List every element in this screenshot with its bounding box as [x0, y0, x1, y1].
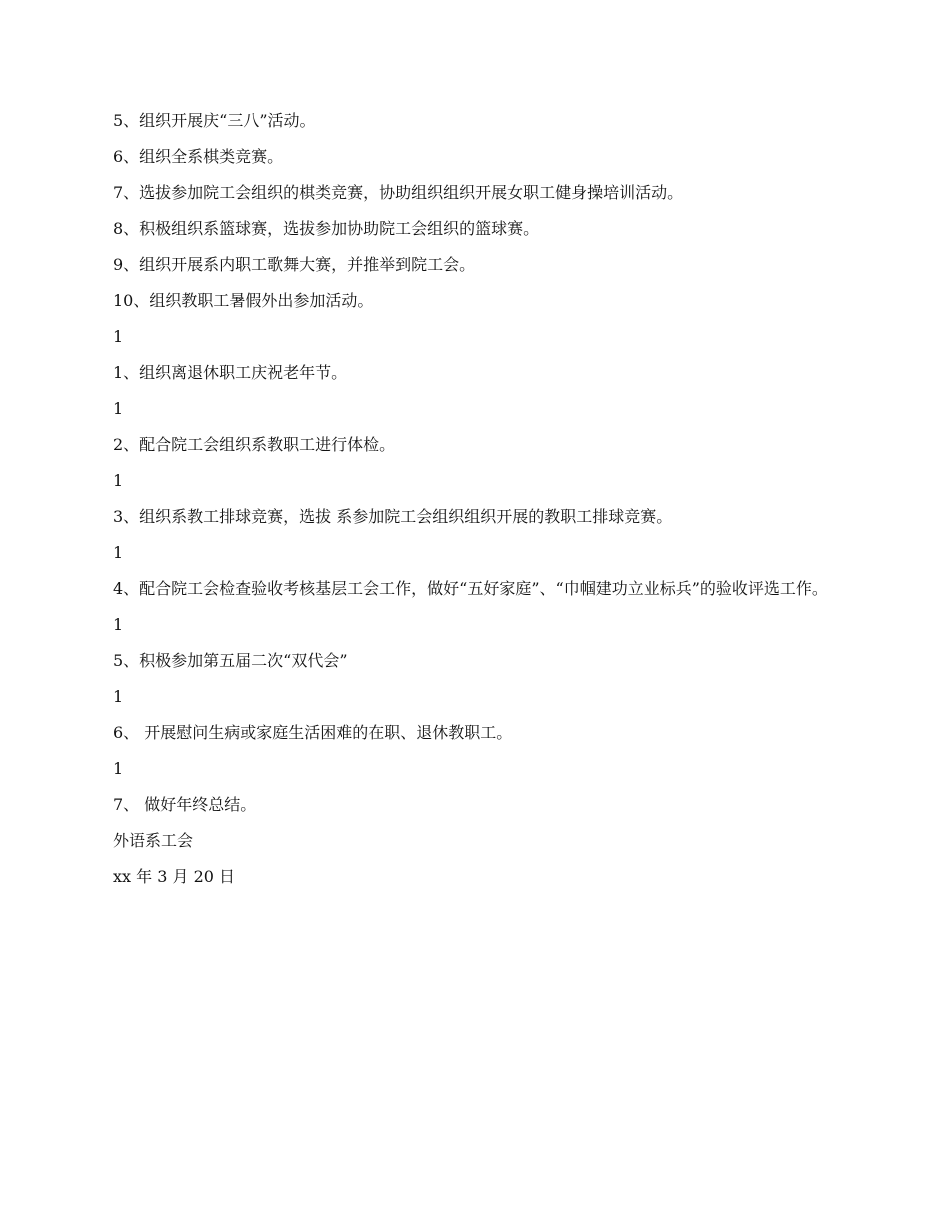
document-body — [113, 110, 828, 888]
section-number: 1 — [113, 543, 124, 562]
section-number: 1 — [113, 327, 124, 346]
list-item-march8: 5、组织开展庆“三八”活动。 — [113, 111, 316, 130]
list-item-summer-outing: 10、组织教职工暑假外出参加活动。 — [113, 291, 374, 310]
list-item-health-check: 2、配合院工会组织系教职工进行体检。 — [113, 435, 396, 454]
section-number: 1 — [113, 615, 124, 634]
list-item-chess-select: 7、选拔参加院工会组织的棋类竞赛，协助组织组织开展女职工健身操培训活动。 — [113, 183, 684, 202]
signature-org: 外语系工会 — [113, 831, 194, 850]
section-number: 1 — [113, 759, 124, 778]
section-number: 1 — [113, 471, 124, 490]
list-item-chess: 6、组织全系棋类竞赛。 — [113, 147, 284, 166]
list-item-condolence: 6、 开展慰问生病或家庭生活困难的在职、退休教职工。 — [113, 723, 513, 742]
list-item-retirees: 1、组织离退休职工庆祝老年节。 — [113, 363, 348, 382]
section-number: 1 — [113, 399, 124, 418]
section-number: 1 — [113, 687, 124, 706]
list-item-inspection: 4、配合院工会检查验收考核基层工会工作，做好“五好家庭”、“巾帼建功立业标兵”的验收评选工作。 — [113, 579, 828, 598]
signature-date: xx 年 3 月 20 日 — [113, 867, 236, 886]
list-item-singing-dancing: 9、组织开展系内职工歌舞大赛，并推举到院工会。 — [113, 255, 476, 274]
list-item-volleyball: 3、组织系教工排球竞赛，选拔 系参加院工会组织组织开展的教职工排球竞赛。 — [113, 507, 673, 526]
list-item-congress: 5、积极参加第五届二次“双代会” — [113, 651, 348, 670]
list-item-year-end: 7、 做好年终总结。 — [113, 795, 257, 814]
list-item-basketball: 8、积极组织系篮球赛，选拔参加协助院工会组织的篮球赛。 — [113, 219, 540, 238]
